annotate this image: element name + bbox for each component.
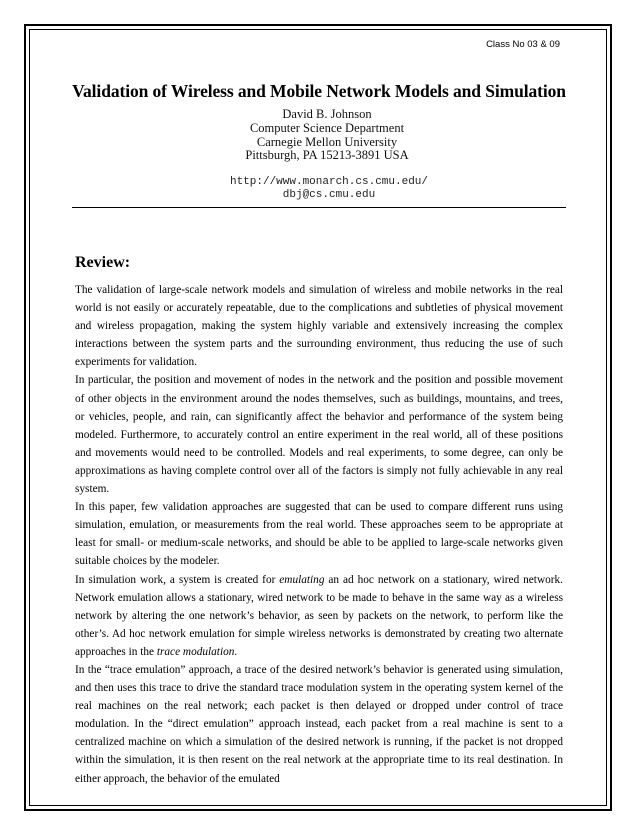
review-paragraph: The validation of large-scale network models and simulation of wireless and mobile networks in the real world is not easily or accurately repeatable, due to the complications and subtleties of physical movement and wireless propagation, making the system highly variable and extensively increasing the complex interactions between the system parts and the surrounding environment, thus reducing the use of such experiments for validation.: [75, 284, 563, 369]
paragraph-text: In simulation work, a system is created for: [75, 573, 280, 586]
author-email: dbj@cs.cmu.edu: [282, 189, 376, 201]
website-url: http://www.monarch.cs.cmu.edu/: [229, 176, 429, 188]
author-department: Computer Science Department: [249, 120, 405, 135]
review-heading: Review:: [75, 254, 131, 271]
review-body: [75, 281, 563, 788]
header-divider: [72, 207, 566, 208]
class-number-label: Class No 03 & 09: [486, 39, 560, 50]
author-address: Pittsburgh, PA 15213-3891 USA: [245, 148, 409, 163]
review-paragraph: In this paper, few validation approaches are suggested that can be used to compare different runs using simulation, emulation, or measurements from the real world. These approaches seem to be appropriate at least for small- or medium-scale networks, and should be able to be applied to large-scale networks given suitable choices by the modeler.: [75, 501, 563, 568]
paragraph-text: an ad hoc network on a stationary, wired network. Network emulation allows a stationary, wired network to be made to behave in the same way as a wireless network by altering the one network’s behavior, as seen by packets on the network, to perform like the other’s. Ad hoc network emulation for simple wireless networks is demonstrated by creating two alternate approaches in the: [75, 573, 563, 658]
paragraph-text: .: [234, 645, 238, 658]
contact-block: [218, 176, 440, 202]
emphasis-text: trace modulation: [156, 645, 235, 658]
author-block: [232, 108, 422, 163]
author-university: Carnegie Mellon University: [256, 134, 398, 149]
review-paragraph: In particular, the position and movement of nodes in the network and the position and possible movement of other objects in the environment around the nodes themselves, such as buildings, mountains, and trees, or vehicles, people, and rain, can significantly affect the behavior and performance of the system being modeled. Furthermore, to accurately control an entire experiment in the real world, all of these positions and movements would need to be controlled. Models and real experiments, to some degree, can only be approximations as having complete control over all of the factors is simply not fully achievable in any real system.: [75, 374, 563, 496]
paper-title: Validation of Wireless and Mobile Network Models and Simulation: [72, 81, 566, 101]
author-name: David B. Johnson: [282, 107, 372, 121]
emphasis-text: emulating: [279, 573, 325, 586]
review-paragraph: [75, 571, 563, 661]
review-paragraph: In the “trace emulation” approach, a trace of the desired network’s behavior is generated using simulation, and then uses this trace to drive the standard trace modulation system in the operating system kernel of the real machines on the real network; each packet is then delayed or dropped under control of trace modulation. In the “direct emulation” approach instead, each packet from a real machine is sent to a centralized machine on which a simulation of the desired network is running, if the packet is not dropped within the simulation, it is then resent on the real network at the appropriate time to its real destination. In either approach, the behavior of the emulated: [75, 663, 563, 785]
